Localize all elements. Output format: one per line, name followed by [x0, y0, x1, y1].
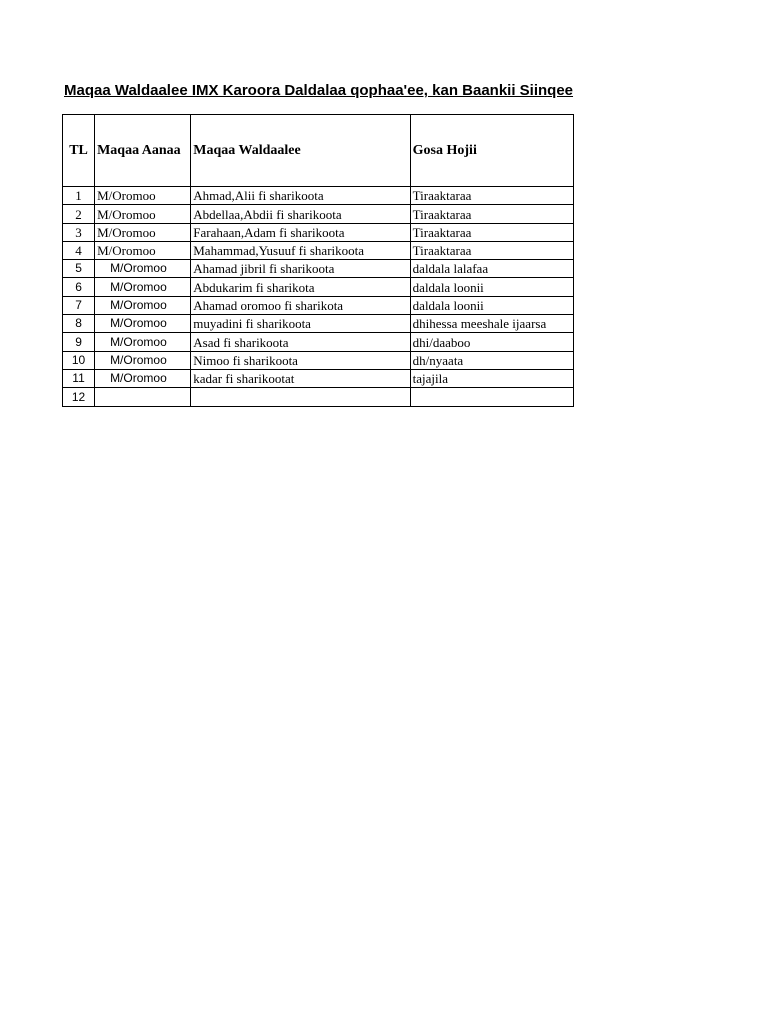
cell-tl: 7 — [63, 296, 95, 314]
table-row — [63, 369, 574, 387]
cell-waldaalee: Abdukarim fi sharikota — [191, 278, 410, 296]
cell-tl: 12 — [63, 388, 95, 406]
table-row — [63, 241, 574, 259]
cell-tl: 1 — [63, 187, 95, 205]
cell-waldaalee — [191, 388, 410, 406]
table-row — [63, 260, 574, 278]
cell-aanaa: M/Oromoo — [95, 315, 191, 333]
cell-gosa: Tiraaktaraa — [410, 241, 573, 259]
cell-waldaalee: Mahammad,Yusuuf fi sharikoota — [191, 241, 410, 259]
cell-aanaa: M/Oromoo — [95, 369, 191, 387]
cell-aanaa: M/Oromoo — [95, 205, 191, 223]
table-row — [63, 333, 574, 351]
cell-gosa: daldala loonii — [410, 278, 573, 296]
cell-aanaa: M/Oromoo — [95, 333, 191, 351]
cell-waldaalee: muyadini fi sharikoota — [191, 315, 410, 333]
cell-tl: 3 — [63, 223, 95, 241]
cell-tl: 2 — [63, 205, 95, 223]
cell-waldaalee: Ahamad jibril fi sharikoota — [191, 260, 410, 278]
header-waldaalee: Maqaa Waldaalee — [191, 115, 410, 187]
cell-waldaalee: Asad fi sharikoota — [191, 333, 410, 351]
cell-aanaa: M/Oromoo — [95, 296, 191, 314]
cell-aanaa: M/Oromoo — [95, 351, 191, 369]
table-row — [63, 278, 574, 296]
cell-waldaalee: Abdellaa,Abdii fi sharikoota — [191, 205, 410, 223]
table-row — [63, 388, 574, 406]
header-gosa: Gosa Hojii — [410, 115, 573, 187]
cell-gosa: dhihessa meeshale ijaarsa — [410, 315, 573, 333]
cell-gosa: Tiraaktaraa — [410, 187, 573, 205]
cell-gosa: Tiraaktaraa — [410, 205, 573, 223]
cell-waldaalee: Farahaan,Adam fi sharikoota — [191, 223, 410, 241]
cell-gosa: dhi/daaboo — [410, 333, 573, 351]
cell-tl: 8 — [63, 315, 95, 333]
cell-tl: 11 — [63, 369, 95, 387]
header-aanaa: Maqaa Aanaa — [95, 115, 191, 187]
cell-gosa: daldala lalafaa — [410, 260, 573, 278]
cell-tl: 6 — [63, 278, 95, 296]
cell-tl: 9 — [63, 333, 95, 351]
cell-waldaalee: Nimoo fi sharikoota — [191, 351, 410, 369]
cell-aanaa: M/Oromoo — [95, 260, 191, 278]
cell-waldaalee: Ahmad,Alii fi sharikoota — [191, 187, 410, 205]
cell-gosa: tajajila — [410, 369, 573, 387]
cell-gosa — [410, 388, 573, 406]
cell-aanaa: M/Oromoo — [95, 223, 191, 241]
cell-tl: 5 — [63, 260, 95, 278]
cell-tl: 10 — [63, 351, 95, 369]
table-header-row — [63, 115, 574, 187]
table-row — [63, 296, 574, 314]
cell-tl: 4 — [63, 241, 95, 259]
cell-gosa: dh/nyaata — [410, 351, 573, 369]
business-associations-table — [62, 114, 574, 407]
cell-gosa: daldala loonii — [410, 296, 573, 314]
cell-aanaa — [95, 388, 191, 406]
table-row — [63, 205, 574, 223]
table-row — [63, 315, 574, 333]
table-row — [63, 187, 574, 205]
cell-waldaalee: Ahamad oromoo fi sharikota — [191, 296, 410, 314]
header-tl: TL — [63, 115, 95, 187]
cell-aanaa: M/Oromoo — [95, 187, 191, 205]
table-row — [63, 223, 574, 241]
table-row — [63, 351, 574, 369]
cell-aanaa: M/Oromoo — [95, 241, 191, 259]
cell-aanaa: M/Oromoo — [95, 278, 191, 296]
document-title: Maqaa Waldaalee IMX Karoora Daldalaa qophaa'ee, kan Baankii Siinqee — [64, 82, 574, 99]
cell-gosa: Tiraaktaraa — [410, 223, 573, 241]
cell-waldaalee: kadar fi sharikootat — [191, 369, 410, 387]
